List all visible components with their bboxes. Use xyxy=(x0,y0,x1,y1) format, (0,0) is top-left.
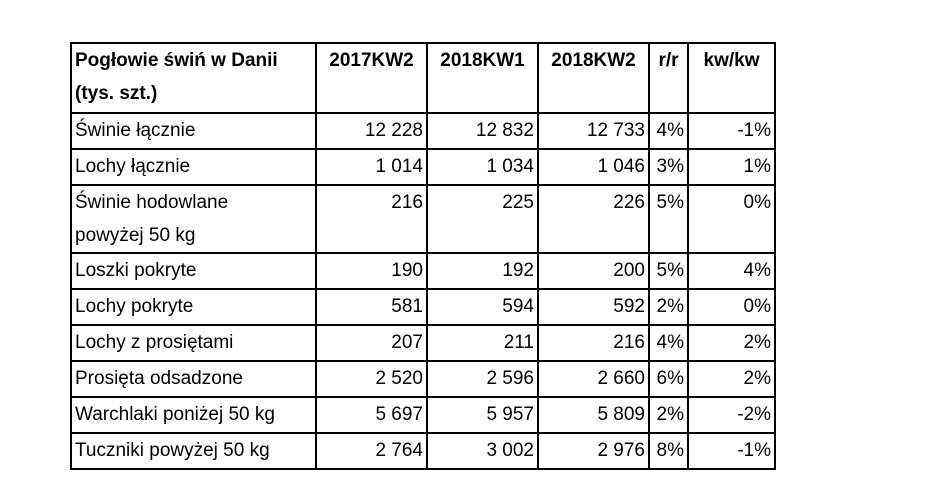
cell-2018kw1: 225 xyxy=(427,185,538,253)
cell-2018kw2: 226 xyxy=(538,185,649,253)
table-row xyxy=(71,361,775,397)
cell-2017kw2: 2 520 xyxy=(316,361,427,397)
header-unit: (tys. szt.) xyxy=(75,83,158,104)
cell-yoy: 3% xyxy=(649,149,688,185)
header-col-2018kw1: 2018KW1 xyxy=(427,43,538,113)
pig-population-table xyxy=(70,42,776,470)
cell-2018kw2: 2 660 xyxy=(538,361,649,397)
cell-2018kw1: 3 002 xyxy=(427,433,538,469)
cell-qoq: 0% xyxy=(688,185,775,253)
cell-2018kw2: 592 xyxy=(538,289,649,325)
row-label: Lochy pokryte xyxy=(71,289,316,325)
table-row xyxy=(71,113,775,149)
table-row xyxy=(71,397,775,433)
cell-2017kw2: 190 xyxy=(316,253,427,289)
row-label-line2: powyżej 50 kg xyxy=(75,225,196,246)
cell-yoy: 4% xyxy=(649,325,688,361)
cell-yoy: 2% xyxy=(649,289,688,325)
row-label: Loszki pokryte xyxy=(71,253,316,289)
cell-yoy: 6% xyxy=(649,361,688,397)
cell-yoy: 2% xyxy=(649,397,688,433)
cell-2018kw1: 594 xyxy=(427,289,538,325)
header-col-qoq: kw/kw xyxy=(688,43,775,113)
cell-yoy: 4% xyxy=(649,113,688,149)
cell-qoq: -2% xyxy=(688,397,775,433)
cell-2018kw1: 12 832 xyxy=(427,113,538,149)
table-row xyxy=(71,325,775,361)
cell-2018kw2: 2 976 xyxy=(538,433,649,469)
table-row xyxy=(71,433,775,469)
header-title: Pogłowie świń w Danii xyxy=(75,50,278,71)
cell-qoq: -1% xyxy=(688,433,775,469)
row-label: Warchlaki poniżej 50 kg xyxy=(71,397,316,433)
table-row xyxy=(71,289,775,325)
cell-2017kw2: 216 xyxy=(316,185,427,253)
header-row xyxy=(71,43,775,113)
cell-2017kw2: 207 xyxy=(316,325,427,361)
cell-qoq: 4% xyxy=(688,253,775,289)
row-label-line1: Świnie hodowlane xyxy=(75,192,229,213)
cell-2018kw2: 12 733 xyxy=(538,113,649,149)
table-row xyxy=(71,149,775,185)
cell-2018kw2: 200 xyxy=(538,253,649,289)
cell-qoq: 2% xyxy=(688,325,775,361)
row-label: Lochy z prosiętami xyxy=(71,325,316,361)
cell-yoy: 5% xyxy=(649,253,688,289)
cell-qoq: 1% xyxy=(688,149,775,185)
row-label: Świnie łącznie xyxy=(71,113,316,149)
cell-2018kw2: 1 046 xyxy=(538,149,649,185)
cell-2017kw2: 1 014 xyxy=(316,149,427,185)
cell-2018kw2: 216 xyxy=(538,325,649,361)
header-col-2018kw2: 2018KW2 xyxy=(538,43,649,113)
cell-2018kw1: 211 xyxy=(427,325,538,361)
header-label-cell xyxy=(71,43,316,113)
cell-2018kw1: 5 957 xyxy=(427,397,538,433)
cell-2017kw2: 581 xyxy=(316,289,427,325)
cell-yoy: 8% xyxy=(649,433,688,469)
cell-2018kw2: 5 809 xyxy=(538,397,649,433)
cell-qoq: 2% xyxy=(688,361,775,397)
cell-2018kw1: 2 596 xyxy=(427,361,538,397)
row-label: Prosięta odsadzone xyxy=(71,361,316,397)
cell-yoy: 5% xyxy=(649,185,688,253)
row-label: Lochy łącznie xyxy=(71,149,316,185)
cell-2017kw2: 5 697 xyxy=(316,397,427,433)
header-col-yoy: r/r xyxy=(649,43,688,113)
cell-qoq: -1% xyxy=(688,113,775,149)
cell-2018kw1: 1 034 xyxy=(427,149,538,185)
row-label xyxy=(71,185,316,253)
cell-2017kw2: 2 764 xyxy=(316,433,427,469)
cell-2018kw1: 192 xyxy=(427,253,538,289)
row-label: Tuczniki powyżej 50 kg xyxy=(71,433,316,469)
table-row xyxy=(71,253,775,289)
table-row xyxy=(71,185,775,253)
cell-2017kw2: 12 228 xyxy=(316,113,427,149)
header-col-2017kw2: 2017KW2 xyxy=(316,43,427,113)
cell-qoq: 0% xyxy=(688,289,775,325)
pig-population-table-container xyxy=(70,42,776,470)
